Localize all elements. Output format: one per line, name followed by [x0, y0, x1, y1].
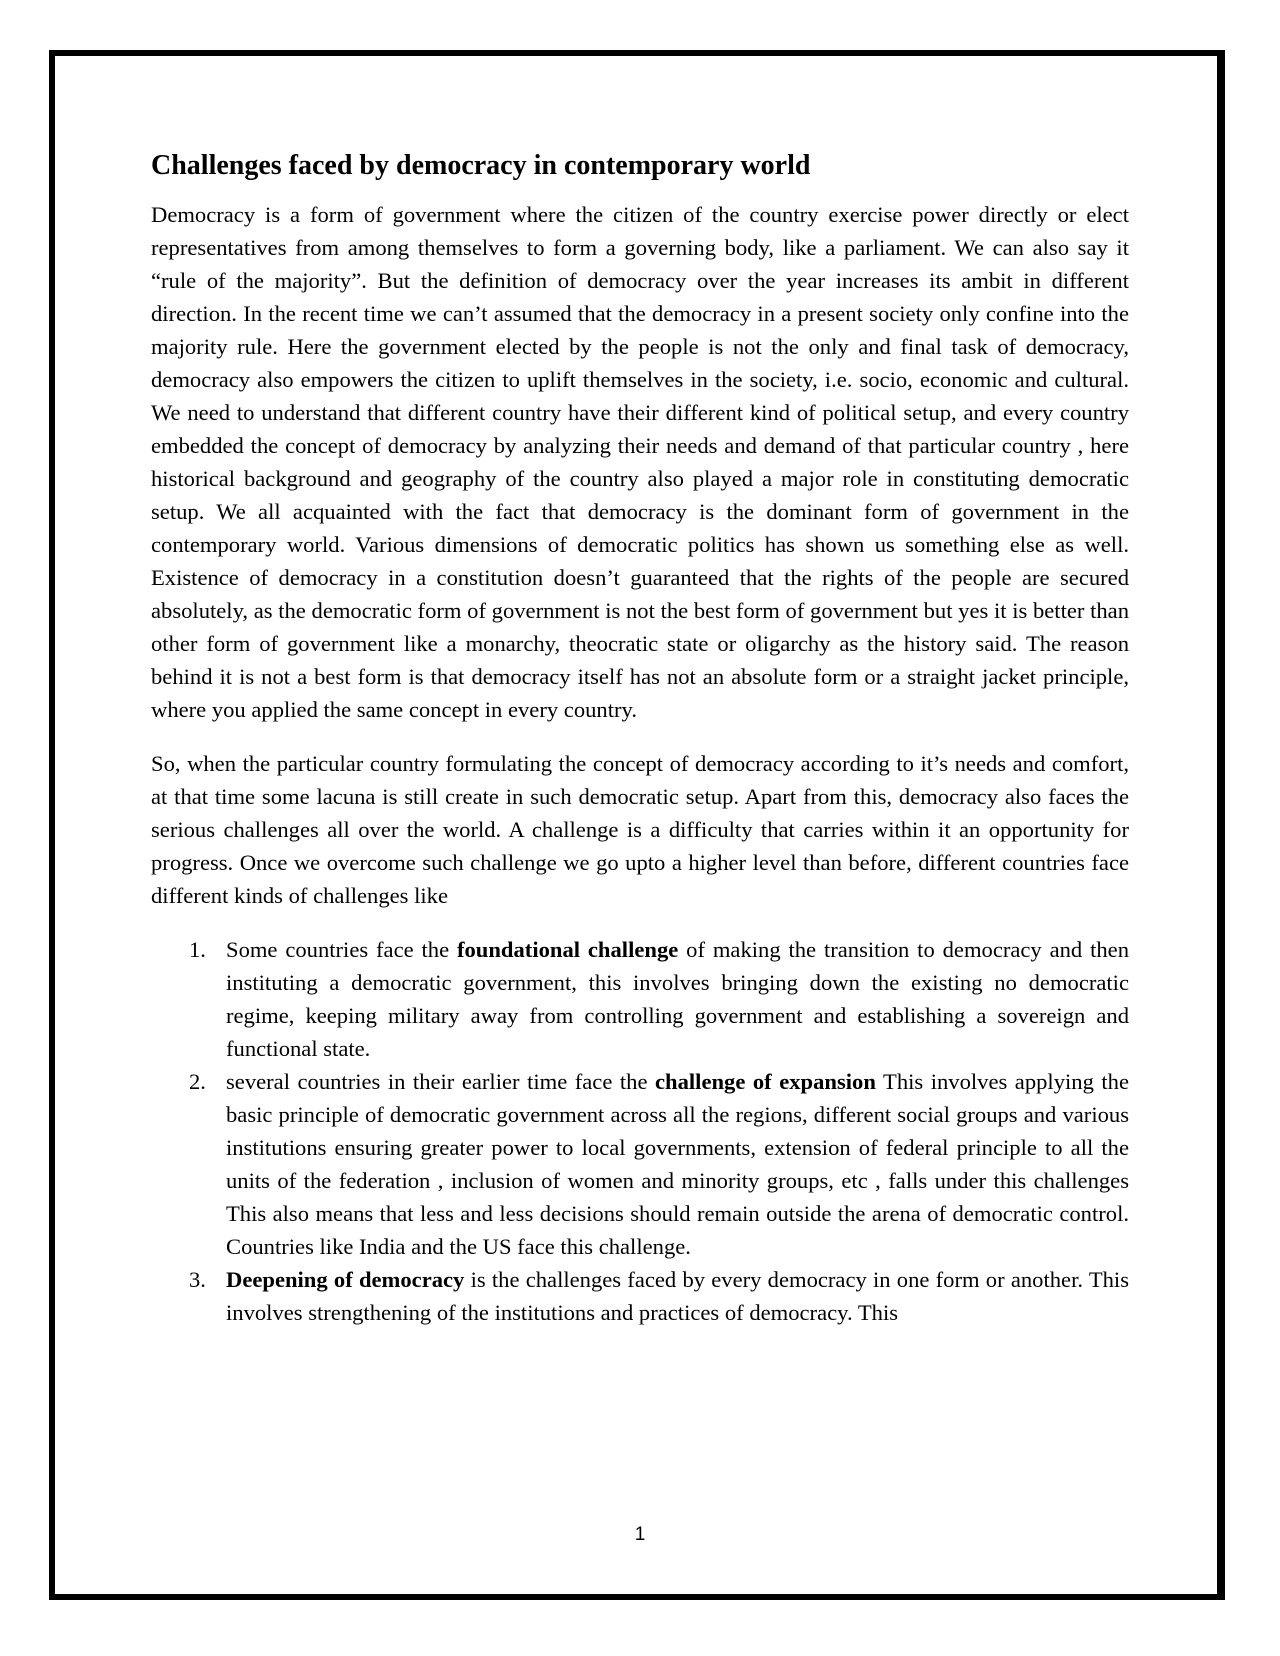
paragraph-intro: Democracy is a form of government where the citizen of the country exercise power directly or elect representatives from among themselves to form a governing body, like a parliament. We can also say it “rule of the majority”. But the definition of democracy over the year increases its ambit in different direction. In the recent time we can’t assumed that the democracy in a present society only confine into the majority rule. Here the government elected by the people is not the only and final task of democracy, democracy also empowers the citizen to uplift themselves in the society, i.e. socio, economic and cultural. We need to understand that different country have their different kind of political setup, and every country embedded the concept of democracy by analyzing their needs and demand of that particular country , here historical background and geography of the country also played a major role in constituting democratic setup. We all acquainted with the fact that democracy is the dominant form of government in the contemporary world. Various dimensions of democratic politics has shown us something else as well. Existence of democracy in a constitution doesn’t guaranteed that the rights of the people are secured absolutely, as the democratic form of government is not the best form of government but yes it is better than other form of government like a monarchy, theocratic state or oligarchy as the history said. The reason behind it is not a best form is that democracy itself has not an absolute form or a straight jacket principle, where you applied the same concept in every country. — [151, 202, 1129, 722]
page-number: 1 — [634, 1524, 646, 1545]
list-item-bold: challenge of expansion — [655, 1069, 876, 1094]
list-item: 3. Deepening of democracy is the challenges faced by every democracy in one form or another. This involves strengthening of the institutions and practices of democracy. This — [226, 1263, 1129, 1329]
list-item: 1. Some countries face the foundational challenge of making the transition to democracy and then instituting a democratic government, this involves bringing down the existing no democratic regime, keeping military away from controlling government and establishing a sovereign and functional state. — [226, 933, 1129, 1065]
list-number: 2. — [189, 1069, 206, 1094]
list-item-bold: Deepening of democracy — [226, 1267, 465, 1292]
list-number: 1. — [189, 937, 206, 962]
page-title: Challenges faced by democracy in contemporary world — [151, 150, 811, 181]
list-item: 2. several countries in their earlier time face the challenge of expansion This involves applying the basic principle of democratic government across all the regions, different social groups and various institutions ensuring greater power to local governments, extension of federal principle to all the units of the federation , inclusion of women and minority groups, etc , falls under this challenges This also means that less and less decisions should remain outside the arena of democratic control. Countries like India and the US face this challenge. — [226, 1065, 1129, 1263]
list-number: 3. — [189, 1267, 206, 1292]
list-item-bold: foundational challenge — [456, 937, 679, 962]
document-body — [151, 148, 1129, 1329]
challenge-list — [151, 933, 1129, 1329]
paragraph-challenges: So, when the particular country formulating the concept of democracy according to it’s needs and comfort, at that time some lacuna is still create in such democratic setup. Apart from this, democracy also faces the serious challenges all over the world. A challenge is a difficulty that carries within it an opportunity for progress. Once we overcome such challenge we go upto a higher level than before, different countries face different kinds of challenges like — [151, 751, 1129, 908]
